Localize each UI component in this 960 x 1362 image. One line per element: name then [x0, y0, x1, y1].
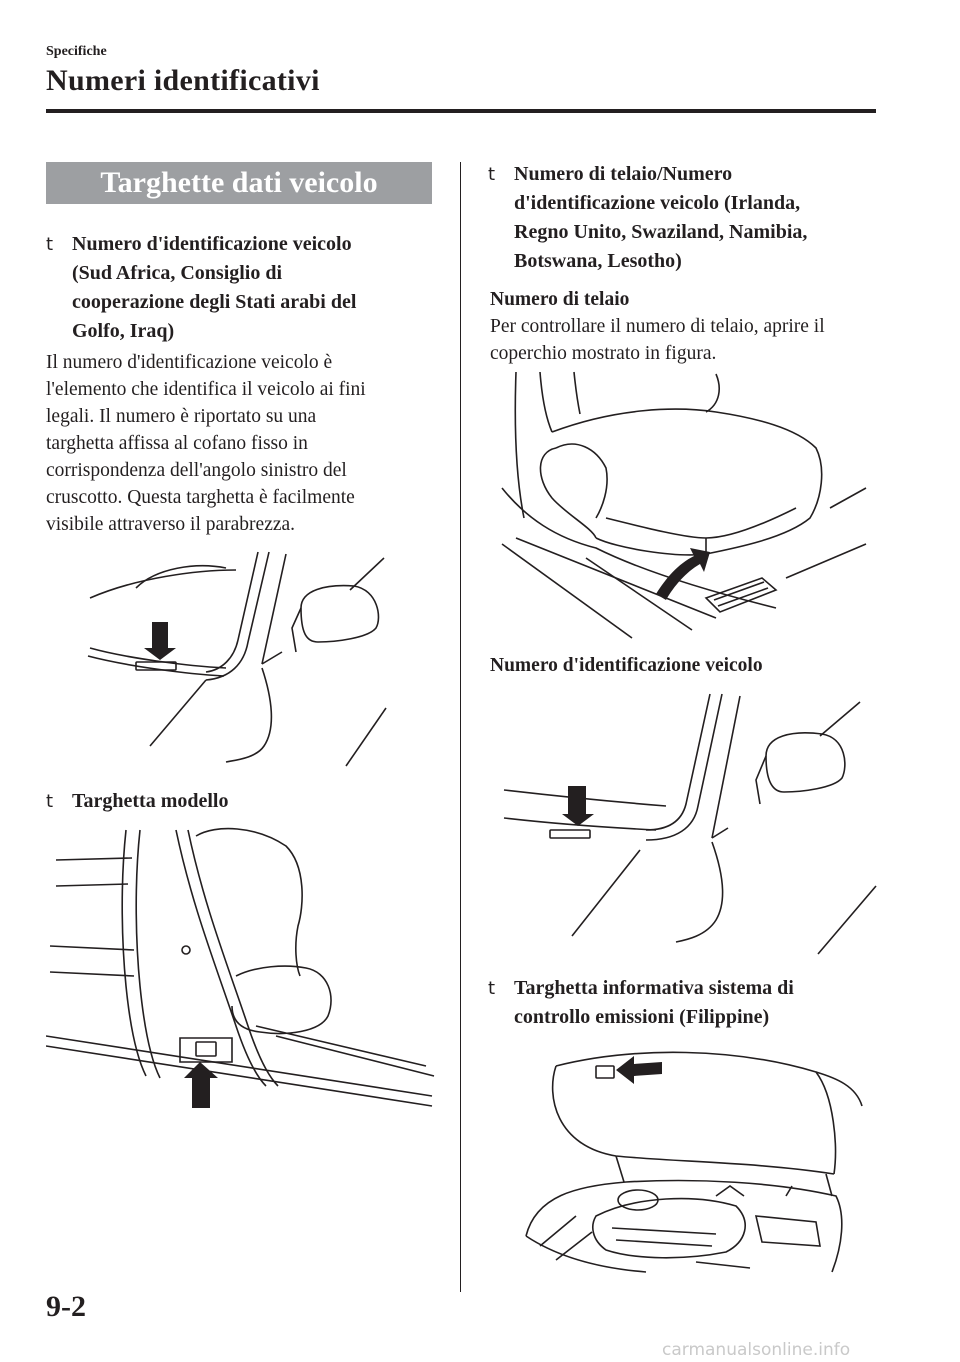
item-heading-line: Numero d'identificazione veicolo — [72, 233, 352, 255]
page-title: Numeri identificativi — [46, 64, 320, 97]
item-heading-line: controllo emissioni (Filippine) — [514, 1006, 770, 1028]
item-model-plate — [46, 787, 436, 816]
body-line: corrispondenza dell'angolo sinistro del — [46, 460, 347, 481]
chassis-description — [490, 313, 890, 367]
item-heading-line: Targhetta modello — [72, 790, 229, 812]
watermark: carmanualsonline.info — [662, 1340, 851, 1360]
body-line: legali. Il numero è riportato su una — [46, 406, 317, 427]
body-line: Il numero d'identificazione veicolo è — [46, 352, 333, 373]
dashboard-vin-illustration-right — [496, 690, 886, 960]
bullet-marker: t — [46, 234, 54, 255]
item-heading-line: Botswana, Lesotho) — [514, 250, 682, 272]
page-number: 9-2 — [46, 1290, 86, 1323]
item-heading-line: Golfo, Iraq) — [72, 320, 175, 342]
item-heading-line: (Sud Africa, Consiglio di — [72, 262, 283, 284]
emission-label-illustration — [516, 1046, 866, 1276]
item-heading-line: d'identificazione veicolo (Irlanda, — [514, 192, 801, 214]
title-rule — [46, 109, 876, 113]
item-emission-plate — [488, 974, 878, 1032]
item-chassis-vin — [488, 160, 878, 276]
bullet-marker: t — [488, 164, 496, 185]
vin-heading: Numero d'identificazione veicolo — [490, 655, 763, 676]
body-line: targhetta affissa al cofano fisso in — [46, 433, 308, 454]
item-vin-south-africa — [46, 230, 436, 346]
body-line: coperchio mostrato in figura. — [490, 343, 717, 364]
body-line: l'elemento che identifica il veicolo ai fini — [46, 379, 366, 400]
bullet-marker: t — [488, 978, 496, 999]
item-heading-line: Targhetta informativa sistema di — [514, 977, 794, 999]
column-divider — [460, 162, 461, 1292]
chassis-number-illustration — [496, 368, 876, 642]
body-line: Per controllare il numero di telaio, aprire il — [490, 316, 825, 337]
item-heading-line: Regno Unito, Swaziland, Namibia, — [514, 221, 808, 243]
item-heading-line: Numero di telaio/Numero — [514, 163, 733, 185]
dashboard-vin-illustration — [86, 548, 396, 770]
model-plate-illustration — [46, 826, 436, 1116]
body-line: cruscotto. Questa targhetta è facilmente — [46, 487, 355, 508]
item-heading-line: cooperazione degli Stati arabi del — [72, 291, 357, 313]
chassis-heading: Numero di telaio — [490, 289, 630, 310]
body-line: visibile attraverso il parabrezza. — [46, 514, 296, 535]
vin-description — [46, 349, 446, 538]
section-banner: Targhette dati veicolo — [46, 162, 432, 204]
bullet-marker: t — [46, 791, 54, 812]
section-label: Specifiche — [46, 44, 107, 59]
